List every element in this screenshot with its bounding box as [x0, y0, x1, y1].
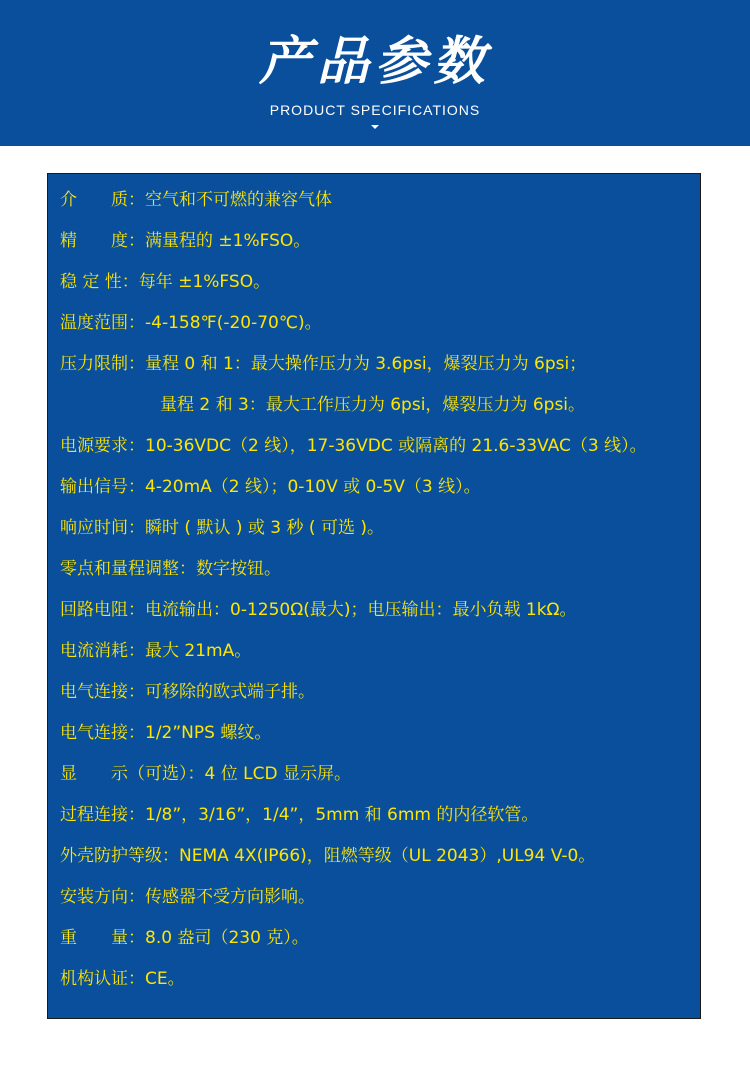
spec-mounting: 安装方向：传感器不受方向影响。: [60, 887, 315, 907]
spec-medium: 介 质：空气和不可燃的兼容气体: [60, 190, 332, 210]
page-subtitle: PRODUCT SPECIFICATIONS: [269, 102, 481, 118]
spec-current-consumption: 电流消耗：最大 21mA。: [60, 641, 252, 661]
spec-certification: 机构认证：CE。: [60, 969, 185, 989]
spec-display: 显 示（可选）：4 位 LCD 显示屏。: [60, 764, 351, 784]
spec-weight: 重 量：8.0 盎司（230 克）。: [60, 928, 309, 948]
spec-panel: [47, 173, 701, 1019]
spec-electrical-thread: 电气连接：1/2”NPS 螺纹。: [60, 723, 272, 743]
spec-electrical-connection: 电气连接：可移除的欧式端子排。: [60, 682, 315, 702]
spec-list: [60, 187, 700, 1007]
down-arrow-icon: [371, 125, 379, 129]
spec-loop-resistance: 回路电阻：电流输出：0-1250Ω(最大)；电压输出：最小负载 1kΩ。: [60, 600, 577, 620]
spec-stability: 稳 定 性：每年 ±1%FSO。: [60, 272, 271, 292]
page-title: 产品参数: [258, 31, 491, 92]
spec-enclosure-rating: 外壳防护等级：NEMA 4X(IP66)，阻燃等级（UL 2043）,UL94 V-0。: [60, 846, 596, 866]
spec-pressure-limit: 压力限制：量程 0 和 1：最大操作压力为 3.6psi，爆裂压力为 6psi；: [60, 354, 587, 374]
header-banner: [0, 0, 750, 146]
spec-response-time: 响应时间：瞬时 ( 默认 ) 或 3 秒 ( 可选 )。: [60, 518, 384, 538]
spec-temperature-range: 温度范围：-4-158℉(-20-70℃)。: [60, 313, 322, 333]
spec-accuracy: 精 度：满量程的 ±1%FSO。: [60, 231, 311, 251]
spec-pressure-limit-cont: 量程 2 和 3：最大工作压力为 6psi，爆裂压力为 6psi。: [160, 395, 586, 415]
spec-power: 电源要求：10-36VDC（2 线），17-36VDC 或隔离的 21.6-33VAC（3 线）。: [60, 436, 647, 456]
spec-process-connection: 过程连接：1/8”，3/16”，1/4”，5mm 和 6mm 的内径软管。: [60, 805, 539, 825]
spec-zero-span-adjust: 零点和量程调整：数字按钮。: [60, 559, 281, 579]
spec-output-signal: 输出信号：4-20mA（2 线）；0-10V 或 0-5V（3 线）。: [60, 477, 481, 497]
